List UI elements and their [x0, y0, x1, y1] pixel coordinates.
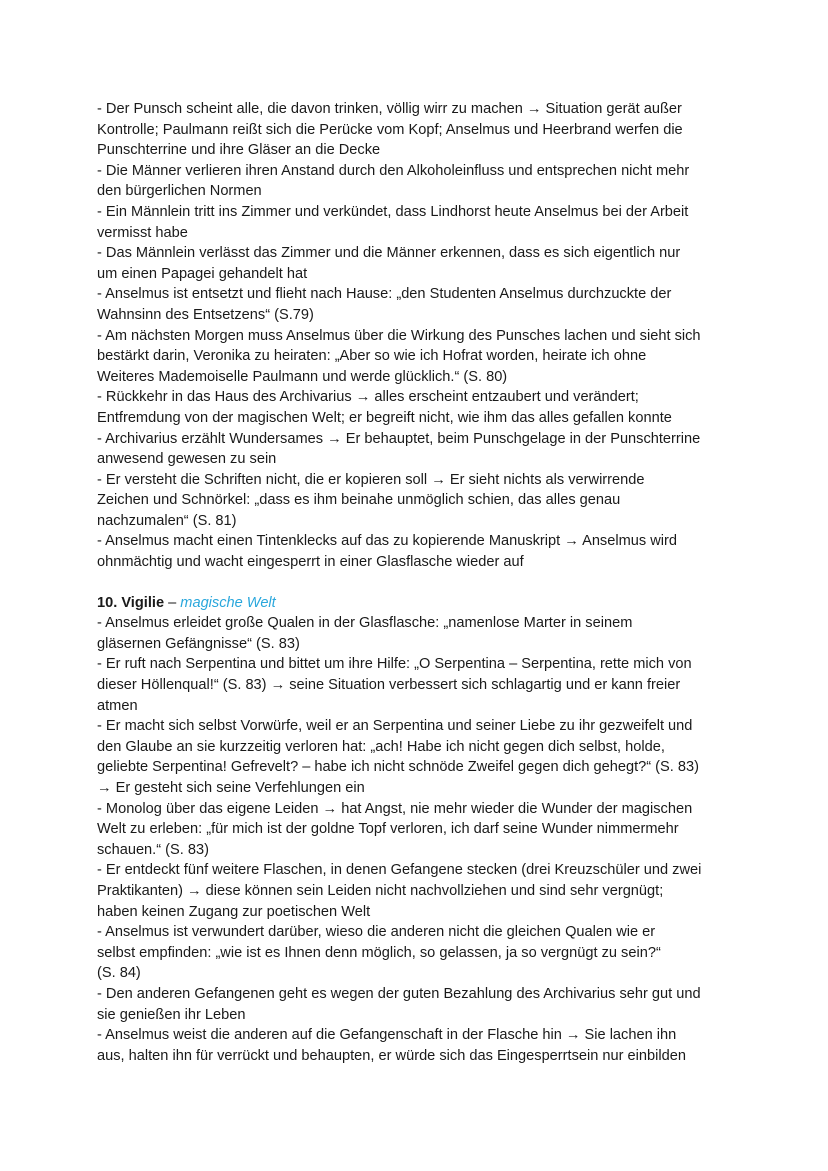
- text-line: - Archivarius erzählt Wundersames → Er behauptet, beim Punschgelage in der Punschterrine: [97, 430, 701, 447]
- text-line: den bürgerlichen Normen: [97, 183, 262, 200]
- text-line: gläsernen Gefängnisse“ (S. 83): [97, 635, 300, 652]
- text-line: - Er entdeckt fünf weitere Flaschen, in denen Gefangene stecken (drei Kreuzschüler und zwei: [97, 862, 702, 879]
- text-line: - Er ruft nach Serpentina und bittet um ihre Hilfe: „O Serpentina – Serpentina, rette mich von: [97, 656, 692, 673]
- text-line: (S. 84): [97, 965, 141, 982]
- section-gap: [97, 573, 737, 593]
- text-line: Praktikanten) → diese können sein Leiden nicht nachvollziehen und sind sehr vergnügt;: [97, 882, 664, 899]
- text-line: - Monolog über das eigene Leiden → hat Angst, nie mehr wieder die Wunder der magischen: [97, 800, 693, 817]
- text-line: aus, halten ihn für verrückt und behaupten, er würde sich das Eingesperrtsein nur einbilden: [97, 1047, 686, 1064]
- heading-subtitle: magische Welt: [180, 594, 276, 611]
- text-line: Wahnsinn des Entsetzens“ (S.79): [97, 306, 314, 323]
- text-line: - Am nächsten Morgen muss Anselmus über die Wirkung des Punsches lachen und sieht sich: [97, 327, 701, 344]
- text-line: Welt zu erleben: „für mich ist der goldne Topf verloren, ich darf seine Wunder nimmermehr: [97, 821, 679, 838]
- text-line: - Er versteht die Schriften nicht, die er kopieren soll → Er sieht nichts als verwirrende: [97, 471, 645, 488]
- section-heading: [97, 593, 737, 614]
- section-vigilie-9-continuation: [97, 99, 737, 573]
- text-line: Entfremdung von der magischen Welt; er begreift nicht, wie ihm das alles gefallen konnte: [97, 409, 672, 426]
- text-line: - Den anderen Gefangenen geht es wegen der guten Bezahlung des Archivarius sehr gut und: [97, 985, 701, 1002]
- text-line: haben keinen Zugang zur poetischen Welt: [97, 903, 371, 920]
- text-line: → Er gesteht sich seine Verfehlungen ein: [97, 780, 365, 796]
- text-line: bestärkt darin, Veronika zu heiraten: „Aber so wie ich Hofrat worden, heirate ich ohne: [97, 348, 647, 365]
- text-line: selbst empfinden: „wie ist es Ihnen denn möglich, so gelassen, ja so vergnügt zu sein?“: [97, 944, 661, 961]
- text-line: vermisst habe: [97, 224, 188, 241]
- text-line: - Anselmus weist die anderen auf die Gefangenschaft in der Flasche hin → Sie lachen ihn: [97, 1027, 677, 1044]
- text-line: sie genießen ihr Leben: [97, 1006, 246, 1023]
- text-line: - Der Punsch scheint alle, die davon trinken, völlig wirr zu machen → Situation gerät außer: [97, 101, 682, 117]
- text-line: dieser Höllenqual!“ (S. 83) → seine Situation verbessert sich schlagartig und er kann freier: [97, 677, 681, 694]
- text-line: - Anselmus macht einen Tintenklecks auf das zu kopierende Manuskript → Anselmus wird: [97, 533, 677, 550]
- text-line: nachzumalen“ (S. 81): [97, 512, 237, 529]
- text-line: - Anselmus erleidet große Qualen in der Glasflasche: „namenlose Marter in seinem: [97, 615, 633, 632]
- text-line: Weiteres Mademoiselle Paulmann und werde glücklich.“ (S. 80): [97, 368, 508, 385]
- text-line: Zeichen und Schnörkel: „dass es ihm beinahe unmöglich schien, das alles genau: [97, 492, 621, 509]
- text-line: - Anselmus ist entsetzt und flieht nach Hause: „den Studenten Anselmus durchzuckte der: [97, 286, 672, 303]
- text-line: - Das Männlein verlässt das Zimmer und die Männer erkennen, dass es sich eigentlich nur: [97, 245, 681, 262]
- text-line: - Anselmus ist verwundert darüber, wieso die anderen nicht die gleichen Qualen wie er: [97, 924, 656, 941]
- text-line: Kontrolle; Paulmann reißt sich die Perücke vom Kopf; Anselmus und Heerbrand werfen die: [97, 121, 683, 138]
- text-line: Punschterrine und ihre Gläser an die Decke: [97, 142, 381, 159]
- text-line: - Ein Männlein tritt ins Zimmer und verkündet, dass Lindhorst heute Anselmus bei der Arbeit: [97, 203, 689, 220]
- text-line: anwesend gewesen zu sein: [97, 451, 277, 468]
- document-page: [97, 99, 737, 1066]
- text-line: den Glaube an sie kurzzeitig verloren hat: „ach! Habe ich nicht gegen dich selbst, holde,: [97, 738, 665, 755]
- text-line: um einen Papagei gehandelt hat: [97, 265, 308, 282]
- text-line: - Die Männer verlieren ihren Anstand durch den Alkoholeinfluss und entsprechen nicht mehr: [97, 162, 690, 179]
- section-vigilie-10-body: [97, 613, 737, 1066]
- text-line: schauen.“ (S. 83): [97, 841, 209, 858]
- heading-number: 10. Vigilie: [97, 594, 165, 611]
- text-line: - Rückkehr in das Haus des Archivarius → alles erscheint entzaubert und verändert;: [97, 389, 639, 406]
- heading-dash: –: [164, 594, 181, 611]
- text-line: ohnmächtig und wacht eingesperrt in einer Glasflasche wieder auf: [97, 554, 524, 571]
- text-line: - Er macht sich selbst Vorwürfe, weil er an Serpentina und seiner Liebe zu ihr gezweifelt und: [97, 718, 693, 735]
- text-line: atmen: [97, 697, 138, 714]
- text-line: geliebte Serpentina! Gefrevelt? – habe ich nicht schnöde Zweifel gegen dich gehegt?“ (S. 83): [97, 759, 699, 776]
